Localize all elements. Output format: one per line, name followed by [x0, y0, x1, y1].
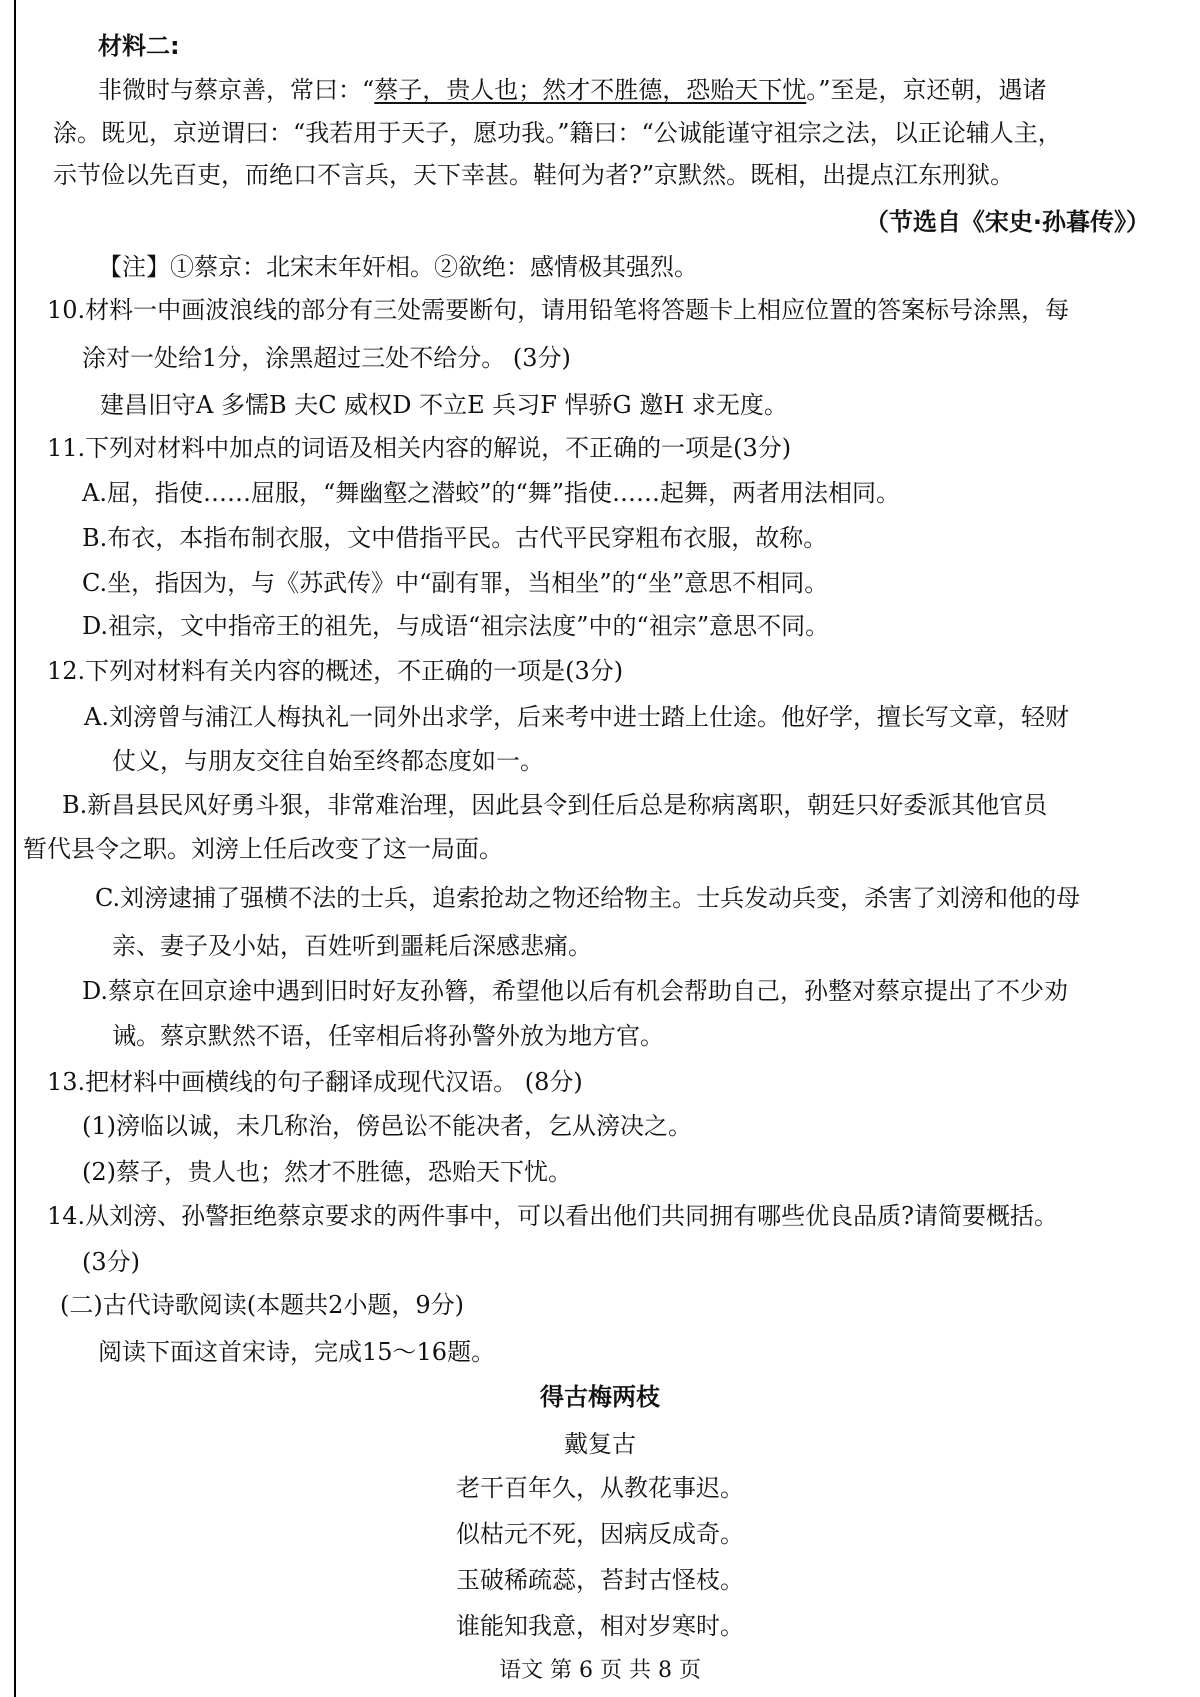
question-12-option-a-line-2: 仗义，与朋友交往自始至终都态度如一。	[112, 747, 544, 775]
question-12-option-b-line-1: B.新昌县民风好勇斗狠，非常难治理，因此县令到任后总是称病离职，朝廷只好委派其他官员	[62, 791, 1048, 819]
question-11-option-d: D.祖宗，文中指帝王的祖先，与成语“祖宗法度”中的“祖宗”意思不同。	[82, 612, 830, 640]
material-heading: 材料二:	[98, 32, 180, 60]
question-12-option-d-line-1: D.蔡京在回京途中遇到旧时好友孙簪，希望他以后有机会帮助自己，孙整对蔡京提出了不少劝	[82, 977, 1069, 1005]
poetry-instruction: 阅读下面这首宋诗，完成15～16题。	[98, 1338, 496, 1366]
question-13-sentence-2: (2)蔡子，贵人也；然才不胜德，恐贻天下忧。	[82, 1158, 572, 1186]
page-footer: 语文 第 6 页 共 8 页	[499, 1658, 701, 1683]
question-14-line-1: 14.从刘滂、孙警拒绝蔡京要求的两件事中，可以看出他们共同拥有哪些优良品质?请简要概括。	[47, 1202, 1059, 1230]
question-14-line-2: (3分)	[82, 1248, 140, 1276]
question-13-sentence-1: (1)滂临以诚，未几称治，傍邑讼不能决者，乞从滂决之。	[82, 1112, 692, 1140]
question-12-stem: 12.下列对材料有关内容的概述，不正确的一项是(3分)	[47, 657, 624, 685]
question-10-line-2: 涂对一处给1分，涂黑超过三处不给分。 (3分)	[82, 344, 571, 372]
poem-title: 得古梅两枝	[540, 1383, 660, 1411]
poem-author: 戴复古	[564, 1430, 636, 1458]
annotation-note: 【注】①蔡京：北宋末年奸相。②欲绝：感情极其强烈。	[98, 253, 698, 281]
question-11-option-b: B.布衣，本指布制衣服，文中借指平民。古代平民穿粗布衣服，故称。	[82, 524, 828, 552]
question-10-line-1: 10.材料一中画波浪线的部分有三处需要断句，请用铅笔将答题卡上相应位置的答案标号涂黑，每	[47, 296, 1070, 324]
question-12-option-a-line-1: A.刘滂曾与浦江人梅执礼一同外出求学，后来考中进士踏上仕途。他好学，擅长写文章，轻财	[84, 703, 1069, 731]
material-paragraph-line-1: 非微时与蔡京善，常曰：“蔡子，贵人也；然才不胜德，恐贻天下忧。”至是，京还朝，遇诸	[98, 76, 1047, 104]
poem-line-2: 似枯元不死，因病反成奇。	[456, 1520, 744, 1548]
material-paragraph-line-2: 涂。既见，京逆谓曰：“我若用于天子，愿功我。”籍曰：“公诚能谨守祖宗之法，以正论辅人主，	[53, 119, 1062, 147]
question-12-option-d-line-2: 诫。蔡京默然不语，任宰相后将孙警外放为地方官。	[112, 1022, 664, 1050]
question-11-option-a: A.屈，指使……屈服，“舞幽壑之潜蛟”的“舞”指使……起舞，两者用法相同。	[82, 479, 901, 507]
poetry-section-heading: (二)古代诗歌阅读(本题共2小题，9分)	[60, 1291, 464, 1319]
question-13-stem: 13.把材料中画横线的句子翻译成现代汉语。 (8分)	[47, 1068, 583, 1096]
question-12-option-c-line-1: C.刘滂逮捕了强横不法的士兵，追索抢劫之物还给物主。士兵发动兵变，杀害了刘滂和他的母	[95, 884, 1081, 912]
question-12-option-b-line-2: 暂代县令之职。刘滂上任后改变了这一局面。	[23, 835, 503, 863]
underlined-sentence: 蔡子，贵人也；然才不胜德，恐贻天下忧	[374, 76, 807, 104]
question-11-option-c: C.坐，指因为，与《苏武传》中“副有罪，当相坐”的“坐”意思不相同。	[82, 569, 829, 597]
poem-line-4: 谁能知我意，相对岁寒时。	[456, 1612, 744, 1640]
material-paragraph-line-3: 示节俭以先百吏，而绝口不言兵，天下幸甚。鞋何为者?”京默然。既相，出提点江东刑狱。	[53, 161, 1015, 189]
question-11-stem: 11.下列对材料中加点的词语及相关内容的解说，不正确的一项是(3分)	[47, 434, 792, 462]
question-10-sentence: 建昌旧守A 多懦B 夫C 威权D 不立E 兵习F 悍骄G 邀H 求无度。	[100, 391, 788, 419]
question-12-option-c-line-2: 亲、妻子及小姑，百姓听到噩耗后深感悲痛。	[112, 932, 592, 960]
poem-line-3: 玉破稀疏蕊，苔封古怪枝。	[456, 1566, 744, 1594]
poem-line-1: 老干百年久，从教花事迟。	[456, 1474, 744, 1502]
source-citation: （节选自《宋史·孙暮传》）	[864, 208, 1150, 236]
